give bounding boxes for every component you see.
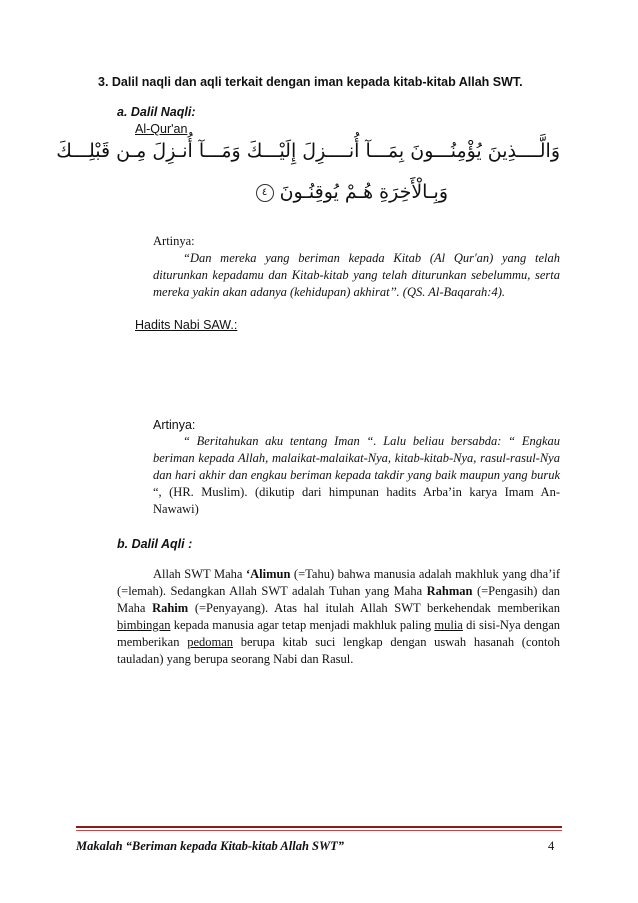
aqli-underline-bimbingan: bimbingan <box>117 618 171 632</box>
subheading-dalil-aqli: b. Dalil Aqli : <box>117 537 193 551</box>
page-number: 4 <box>548 839 555 853</box>
aqli-bold-rahman: Rahman <box>426 584 473 598</box>
aqli-text-5: kepada manusia agar tetap menjadi makhluk paling <box>170 618 435 632</box>
aqli-text-4: (=Penyayang). Atas hal itulah Allah SWT berkehendak memberikan <box>188 601 560 615</box>
footer-divider-thin <box>76 830 562 831</box>
ayah-number-marker: ٤ <box>256 184 274 202</box>
subheading-dalil-naqli: a. Dalil Naqli: <box>117 105 196 119</box>
aqli-text-2: (=Tahu) bahwa manusia adalah makhluk yang dha’if (=lemah). Sedangkan Allah SWT adalah Tuhan yang Maha <box>117 567 560 598</box>
hadits-translation-italic: “ Beritahukan aku tentang Iman “. Lalu beliau bersabda: “ Engkau beriman kepada Allah, malaikat-malaikat-Nya, kitab-kitab-Nya, rasul-rasul-Nya dan hari akhir dan engkau beriman kepada takdir yang baik maupun yang buruk <box>153 434 560 482</box>
artinya-label-2: Artinya: <box>153 418 196 432</box>
arabic-verse-line-2-text: وَبِـالْأَخِرَةِ هُـمْ يُوقِنُـونَ <box>279 181 448 203</box>
arabic-verse-line-2 <box>0 181 448 203</box>
artinya-label-1: Artinya: <box>153 234 195 248</box>
aqli-text-7: berupa kitab suci lengkap dengan uswah hasanah (contoh tauladan) yang berupa seorang Nabi dan Rasul. <box>117 635 560 666</box>
dalil-aqli-paragraph <box>117 566 560 668</box>
quran-translation: “Dan mereka yang beriman kepada Kitab (Al Qur'an) yang telah diturunkan kepadamu dan Kitab-kitab yang telah diturunkan sebelummu, serta mereka yakin akan adanya (kehidupan) akhirat’’. (QS. Al-Baqarah:4). <box>153 251 560 299</box>
footer-title: Makalah “Beriman kepada Kitab-kitab Allah SWT” <box>76 839 344 853</box>
aqli-underline-pedoman: pedoman <box>187 635 234 649</box>
arabic-verse-line-1: وَالَّــــذِينَ يُؤْمِنُـــونَ بِمَـــآ أُنــــزِلَ إِلَيْـــكَ وَمَـــآ أُنـزِلَ مِـن قَبْلِـــكَ <box>56 140 560 162</box>
section-heading: 3. Dalil naqli dan aqli terkait dengan iman kepada kitab-kitab Allah SWT. <box>98 75 523 89</box>
aqli-bold-rahim: Rahim <box>152 601 189 615</box>
aqli-text-6: di sisi-Nya dengan memberikan <box>117 618 560 649</box>
aqli-underline-mulia: mulia <box>434 618 463 632</box>
footer-divider-thick <box>76 826 562 828</box>
hadits-label: Hadits Nabi SAW.: <box>135 318 238 332</box>
aqli-text-3: (=Pengasih) dan Maha <box>117 584 560 615</box>
aqli-bold-alimun: ‘Alimun <box>245 567 291 581</box>
quran-label: Al-Qur'an <box>135 122 188 136</box>
aqli-text-1: Allah SWT Maha <box>153 567 246 581</box>
hadits-translation-source: “, (HR. Muslim). (dikutip dari himpunan hadits Arba’in karya Imam An-Nawawi) <box>153 485 560 516</box>
hadits-translation <box>153 433 560 518</box>
